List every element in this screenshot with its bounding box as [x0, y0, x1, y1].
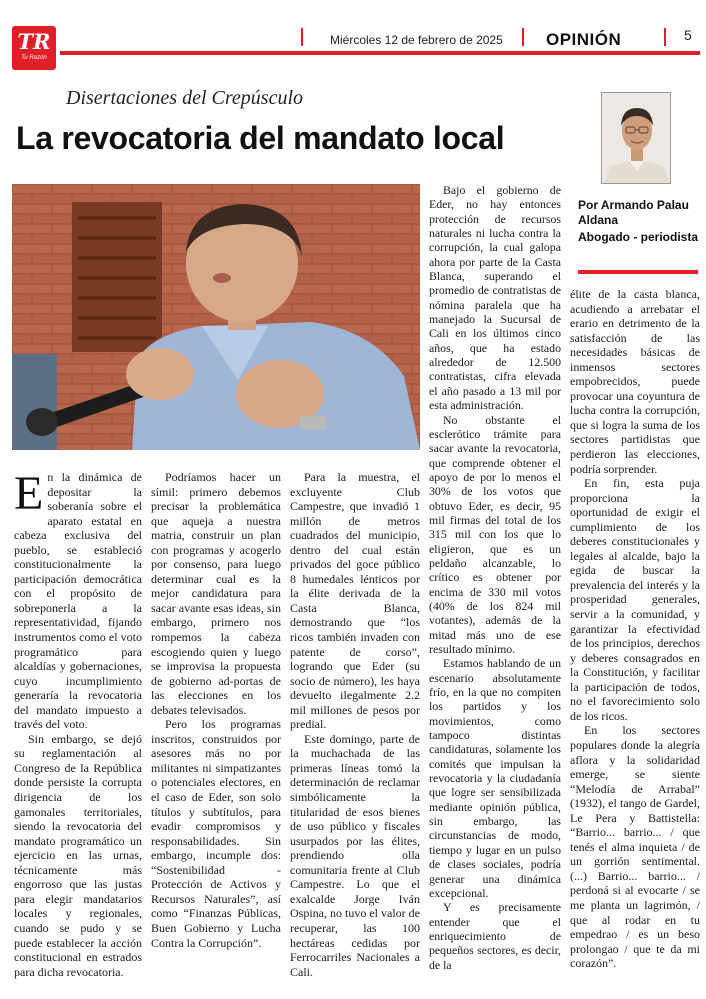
- drop-cap: E: [14, 467, 44, 520]
- article-paragraph: Podríamos hacer un símil: primero debemos precisar la problemática que aqueja a nuestra matria, construir un plan con programas y acogerlo por consenso, para luego determinar cual es la mejor candidatura para sacar avante esas ideas, sin embargo, primero nos rompemos la cabeza escogiendo quien y luego se improvisa la propuesta de gobierno ad-portas de las elecciones en los debates televisados.: [151, 470, 281, 717]
- header-rule: [60, 51, 700, 55]
- column-kicker: Disertaciones del Crepúsculo: [66, 87, 304, 109]
- article-paragraph: Sin embargo, se dejó su reglamentación al Congreso de la República donde persiste la corrupta dirigencia de los gamonales territoriales, siendo la revocatoria del mandato programático un ejercicio en las urnas, técnicamente más engorroso que las justas para elegir mandatarios locales y regionales, cuando se pudo y se puede establecer la acción constitucional en estrados para dicha revocatoria.: [14, 731, 142, 979]
- page-number: 5: [684, 27, 692, 43]
- article-paragraph: Este domingo, parte de la muchachada de las primeras líneas tomó la determinación de reclamar simbólicamente la titularidad de esos bienes de uso público y fiscales usurpados por las élites, prendiendo olla comunitaria frente al Club Campestre. Lo que el exalcalde Jorge Iván Ospina, no tuvo el valor de recuperar, las 100 hectáreas cedidas por Ferrocarriles Nacionales a Cali.: [290, 731, 420, 979]
- article-paragraph: élite de la casta blanca, acudiendo a arrebatar el erario en detrimento de la satisfacción de las necesidades básicas de inmensos sectores empobrecidos, puede provocar una coyuntura de lucha contra la corrupción, que si logra la suma de los sectores partidistas que perdieron las elecciones, podría sorprender.: [570, 287, 700, 476]
- header-divider: [664, 28, 666, 46]
- author-role: Abogado - periodista: [578, 230, 698, 244]
- article-paragraph: En los sectores populares donde la alegría aflora y la solidaridad emerge, se siente “Melodía de Arrabal” (1932), el tango de Gardel, Le Pera y Battistella: “Barrio... barrio... / que tenés el alma inquieta / de un gorrión sentimental. (...) Barrio... barrio... / perdoná si al evocarte / se me planta un lagrimón, / que al rodar en tu empedrao / es un beso prolongao / que te da mi corazón”.: [570, 723, 700, 971]
- logo-subtitle: Tu Razón: [21, 55, 47, 61]
- article-paragraph: Y es precisamente entender que el enriquecimiento de pequeños sectores, es decir, de la: [429, 900, 561, 972]
- article-photo: [12, 184, 420, 450]
- article-paragraph: Estamos hablando de un escenario absolutamente frío, en la que no compiten los partidos y los movimientos, como tampoco distintas candidaturas, solamente los comités que impulsan la revocatoria y la ciudadanía que logre ser sensibilizada mediante opinión pública, sin embargo, las circunstancias de modo, tiempo y lugar en un pulso de clases sociales, podría generar una dinámica excepcional.: [429, 656, 561, 900]
- article-column-4: [429, 183, 561, 972]
- article-paragraph: En la dinámica de depositar la soberanía sobre el aparato estatal en cabeza exclusiva del pueblo, se estableció constitucionalmente la participación democrática con el propósito de sobreponerla a la representatividad, fijando instrumentos como el voto programático para alcaldías y gobernaciones, cuyo incumplimiento generaría la revocatoria del mandato impuesto a través del voto.: [14, 467, 142, 732]
- issue-date: Miércoles 12 de febrero de 2025: [330, 33, 503, 47]
- header-divider: [301, 28, 303, 46]
- newspaper-logo: [12, 26, 56, 70]
- author-rule: [578, 270, 698, 274]
- article-column-2: [151, 470, 281, 950]
- article-paragraph: No obstante el esclerótico trámite para sacar avante la revocatoria, que comprende obtener el apoyo de por lo menos el 30% de los votos que obtuvo Eder, es decir, 95 mil firmas del total de los 315 mil con los que lo eligieron, que es un peldaño alcanzable, lo crítico es obtener por encima de 330 mil votos (40% de los 824 mil votantes), además de la mitad más uno de ese resultado mínimo.: [429, 412, 561, 656]
- author-portrait: [601, 92, 671, 184]
- article-paragraph: Bajo el gobierno de Eder, no hay entonces protección de recursos naturales ni lucha contra la corrupción, la cual galopa ahora por parte de la Casta Blanca, superando el promedio de contratistas de nómina paralela que ha manejado la Sucursal de Cali en los últimos cinco años, que ha estado alrededor de 12.500 contratistas, cifra elevada el año pasado a 13 mil por esta administración.: [429, 183, 561, 413]
- article-column-5: [570, 287, 700, 971]
- article-column-3: [290, 470, 420, 979]
- author-byline: Por Armando Palau Aldana: [578, 198, 689, 227]
- article-paragraph: En fin, esta puja proporciona la oportunidad de exigir el cumplimiento de los deberes constitucionales y legales al alcalde, bajo la egida de buscar la prevalencia del interés y la prosperidad generales, servir a la comunidad, y garantizar la efectividad de los principios, derechos y deberes consagrados en la Constitución, y facilitar la participación de todos, no el favorecimiento solo de los ricos.: [570, 476, 700, 723]
- article-paragraph: Pero los programas inscritos, construidos por asesores más no por militantes ni simpatizantes o potenciales electores, en el caso de Eder, son solo títulos y subtítulos, para evadir compromisos y responsabilidades. Sin embargo, incumple dos: “Sostenibilidad - Protección de Activos y Recursos Naturales”, así como “Finanzas Públicas, Buen Gobierno y Lucha Contra la Corrupción”.: [151, 717, 281, 950]
- article-headline: La revocatoria del mandato local: [16, 120, 505, 156]
- logo-monogram: TR: [17, 29, 51, 54]
- section-title: OPINIÓN: [546, 30, 622, 49]
- article-paragraph: Para la muestra, el excluyente Club Campestre, que invadió 1 millón de metros cuadrados del municipio, dentro del cual están privados del goce público 8 humedales lénticos por la élite derivada de la Casta Blanca, demostrando que “los ricos también invaden con patente de corso”, logrando que Eder (su socio de número), les haya devuelto ilegalmente 2.2 mil millones de pesos por predial.: [290, 470, 420, 732]
- header-divider: [522, 28, 524, 46]
- article-column-1: [14, 467, 142, 979]
